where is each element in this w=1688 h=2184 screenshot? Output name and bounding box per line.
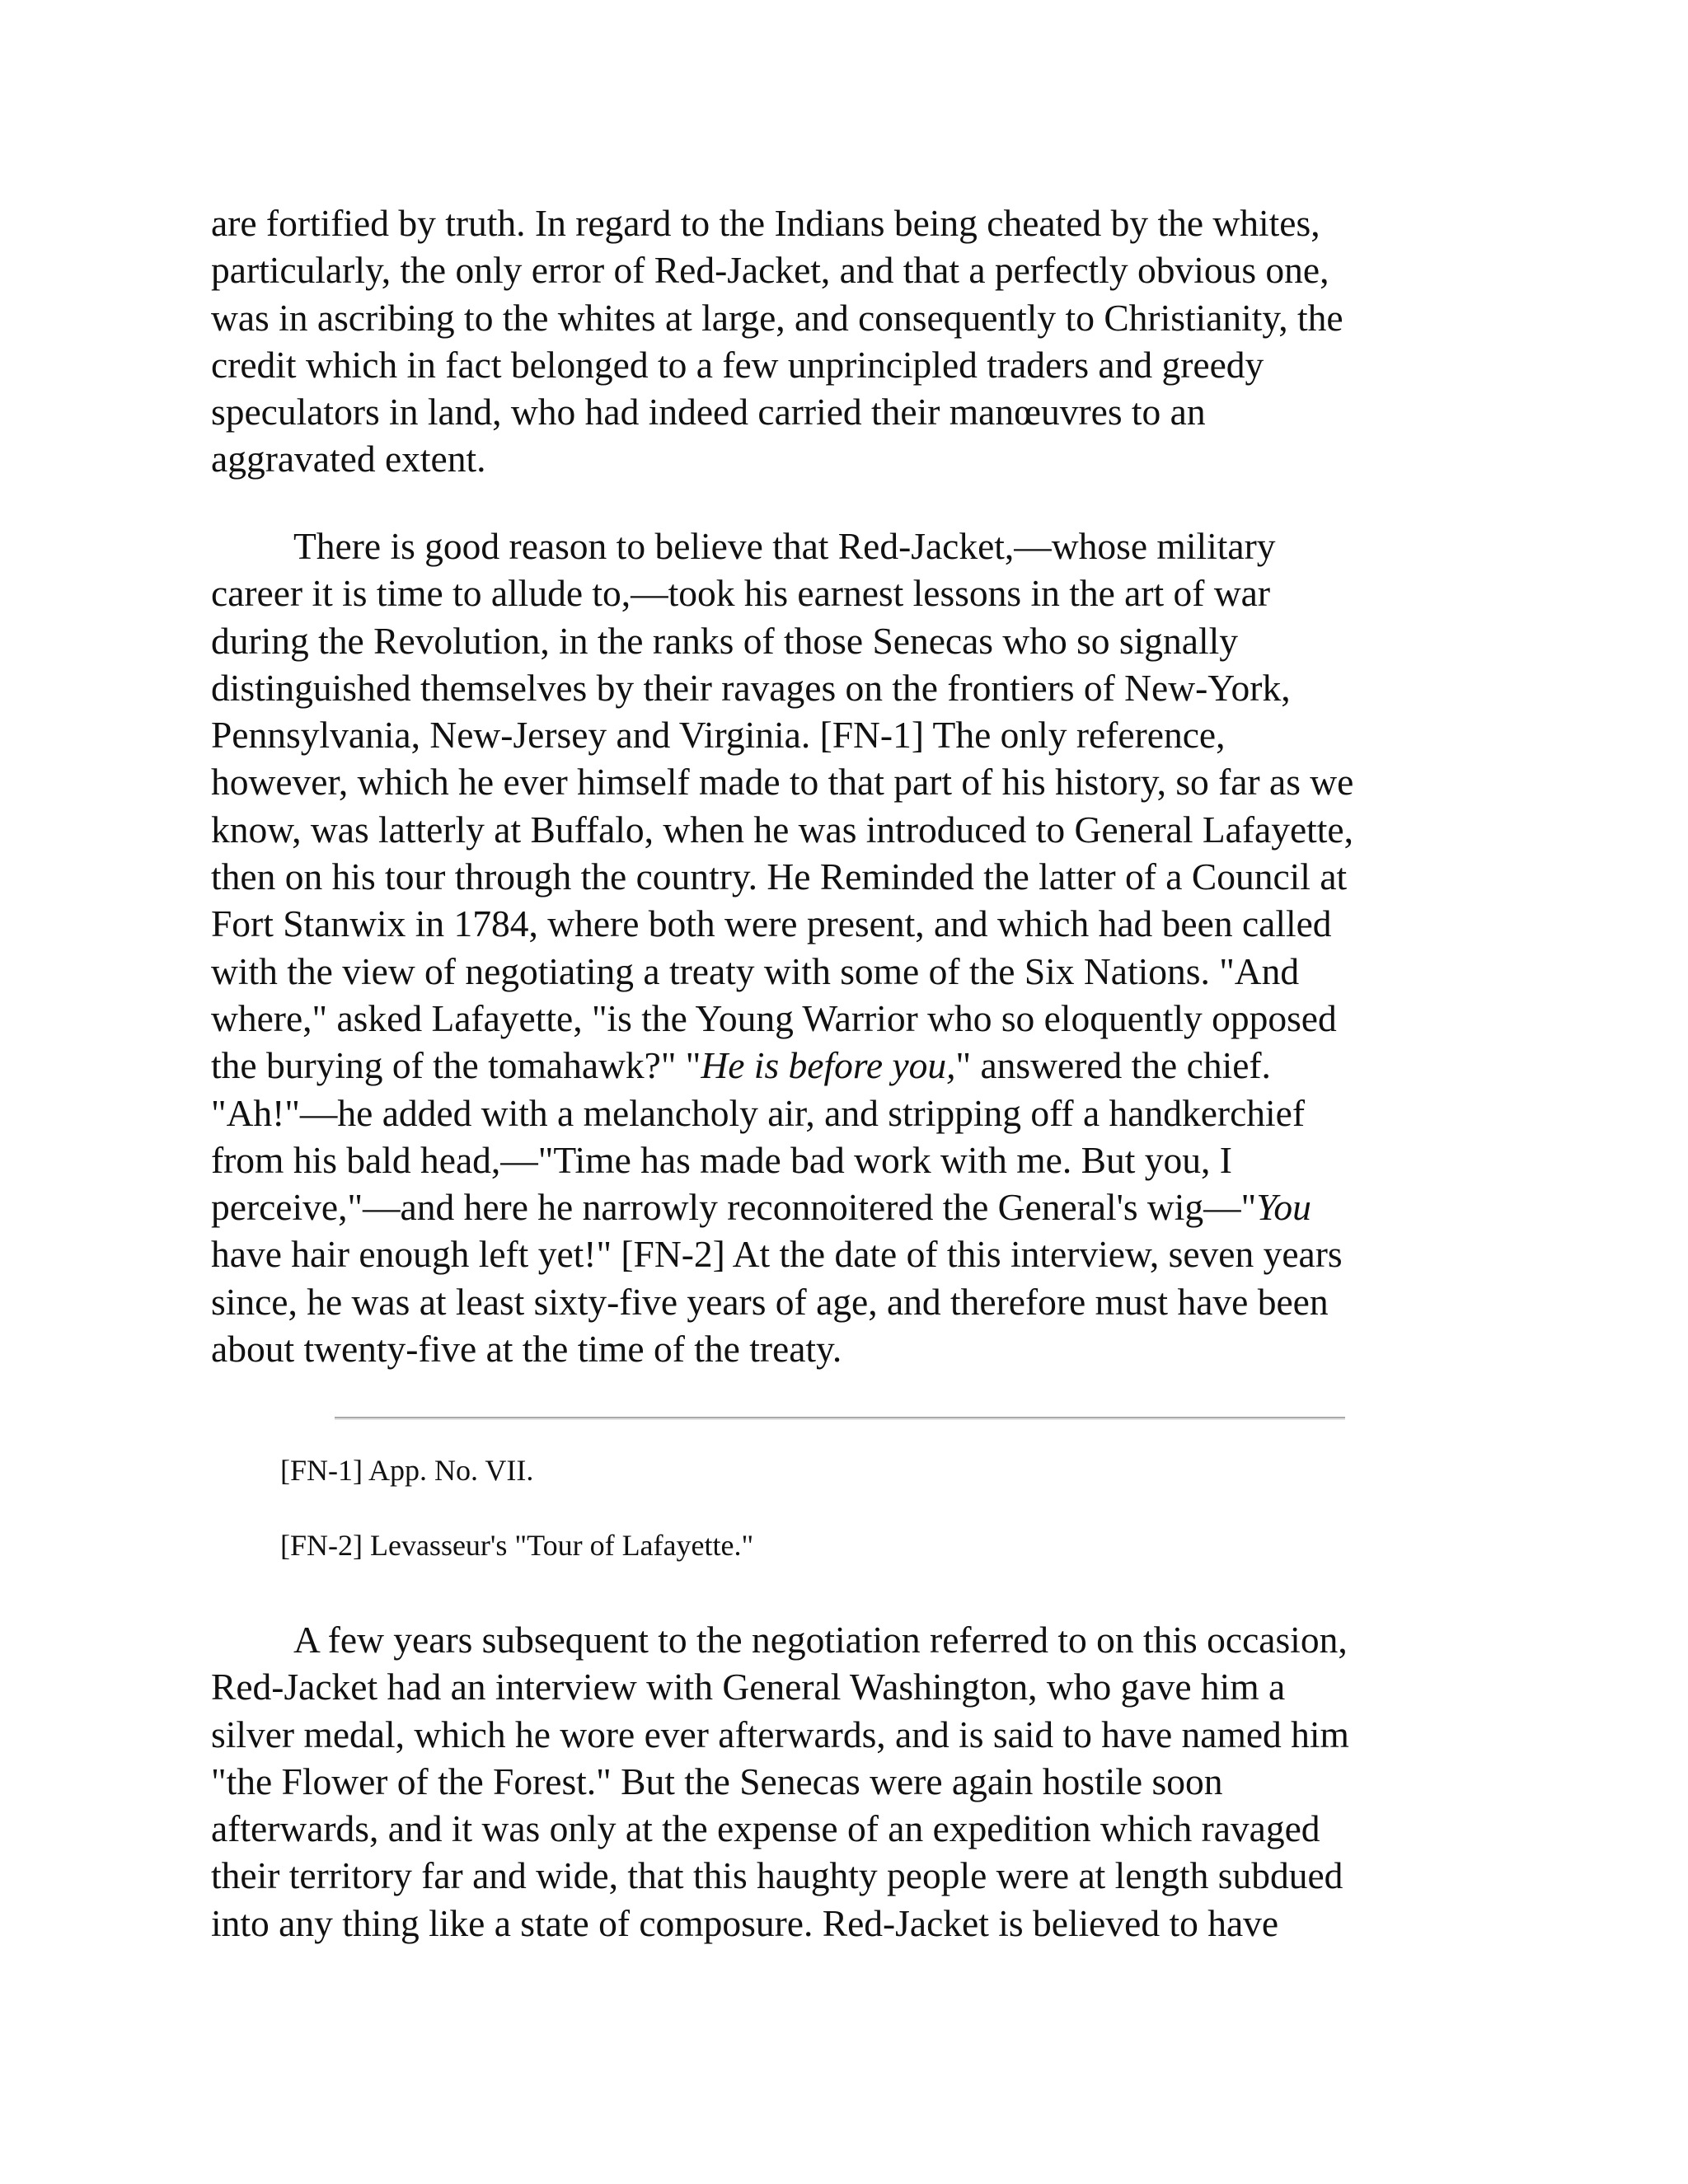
text-line: "Ah!"—he added with a melancholy air, and stripping off a handkerchief xyxy=(211,1091,1306,1134)
text-line: are fortified by truth. In regard to the Indians being cheated by the whites, xyxy=(211,202,1320,244)
text-line: "the Flower of the Forest." But the Senecas were again hostile soon xyxy=(211,1760,1223,1802)
text-line: from his bald head,—"Time has made bad work with me. But you, I xyxy=(211,1138,1232,1181)
text-line: credit which in fact belonged to a few unprincipled traders and greedy xyxy=(211,343,1264,386)
text-line: Pennsylvania, New-Jersey and Virginia. [FN-1] The only reference, xyxy=(211,714,1226,757)
text-line: aggravated extent. xyxy=(211,438,486,480)
footnote-2: [FN-2] Levasseur's "Tour of Lafayette." xyxy=(280,1529,754,1562)
text-line xyxy=(211,1183,1497,1230)
text-line: their territory far and wide, that this haughty people were at length subdued xyxy=(211,1854,1343,1897)
text-line: however, which he ever himself made to that part of his history, so far as we xyxy=(211,761,1354,804)
text-run: the burying of the tomahawk?" " xyxy=(211,1044,701,1087)
paragraph-1 xyxy=(211,199,1497,483)
text-line: then on his tour through the country. He Reminded the latter of a Council at xyxy=(211,855,1348,898)
text-line: about twenty-five at the time of the treaty. xyxy=(211,1328,842,1371)
text-line xyxy=(211,1042,1497,1089)
text-line: There is good reason to believe that Red-Jacket,—whose military xyxy=(293,525,1276,567)
text-line: know, was latterly at Buffalo, when he was introduced to General Lafayette, xyxy=(211,808,1353,851)
text-line: afterwards, and it was only at the expense of an expedition which ravaged xyxy=(211,1807,1320,1850)
text-line: since, he was at least sixty-five years of age, and therefore must have been xyxy=(211,1280,1329,1323)
paragraph-2 xyxy=(211,523,1497,1372)
italic-quote: He is before you, xyxy=(701,1044,956,1087)
paragraph-3 xyxy=(211,1616,1497,1947)
text-line: particularly, the only error of Red-Jacket, and that a perfectly obvious one, xyxy=(211,249,1329,292)
text-line: into any thing like a state of composure. Red-Jacket is believed to have xyxy=(211,1901,1279,1944)
text-line: career it is time to allude to,—took his earnest lessons in the art of war xyxy=(211,572,1271,615)
text-line: have hair enough left yet!" [FN-2] At the date of this interview, seven years xyxy=(211,1233,1343,1276)
footnotes xyxy=(280,1452,753,1563)
text-line: speculators in land, who had indeed carried their manœuvres to an xyxy=(211,391,1206,434)
text-line: Red-Jacket had an interview with General Washington, who gave him a xyxy=(211,1666,1286,1708)
text-line: was in ascribing to the whites at large, and consequently to Christianity, the xyxy=(211,296,1343,339)
text-line: where," asked Lafayette, "is the Young Warrior who so eloquently opposed xyxy=(211,996,1337,1039)
text-line: silver medal, which he wore ever afterwards, and is said to have named him xyxy=(211,1713,1349,1755)
text-line: with the view of negotiating a treaty with some of the Six Nations. "And xyxy=(211,949,1300,992)
text-line: Fort Stanwix in 1784, where both were present, and which had been called xyxy=(211,902,1332,945)
footnote-1: [FN-1] App. No. VII. xyxy=(280,1454,534,1487)
text-line: A few years subsequent to the negotiation referred to on this occasion, xyxy=(293,1619,1348,1661)
text-run: perceive,"—and here he narrowly reconnoitered the General's wig—" xyxy=(211,1186,1257,1229)
italic-quote: You xyxy=(1256,1186,1311,1229)
text-run: " answered the chief. xyxy=(955,1044,1271,1087)
text-line: during the Revolution, in the ranks of those Senecas who so signally xyxy=(211,619,1239,662)
text-line: distinguished themselves by their ravages on the frontiers of New-York, xyxy=(211,666,1291,709)
horizontal-rule xyxy=(335,1417,1345,1420)
